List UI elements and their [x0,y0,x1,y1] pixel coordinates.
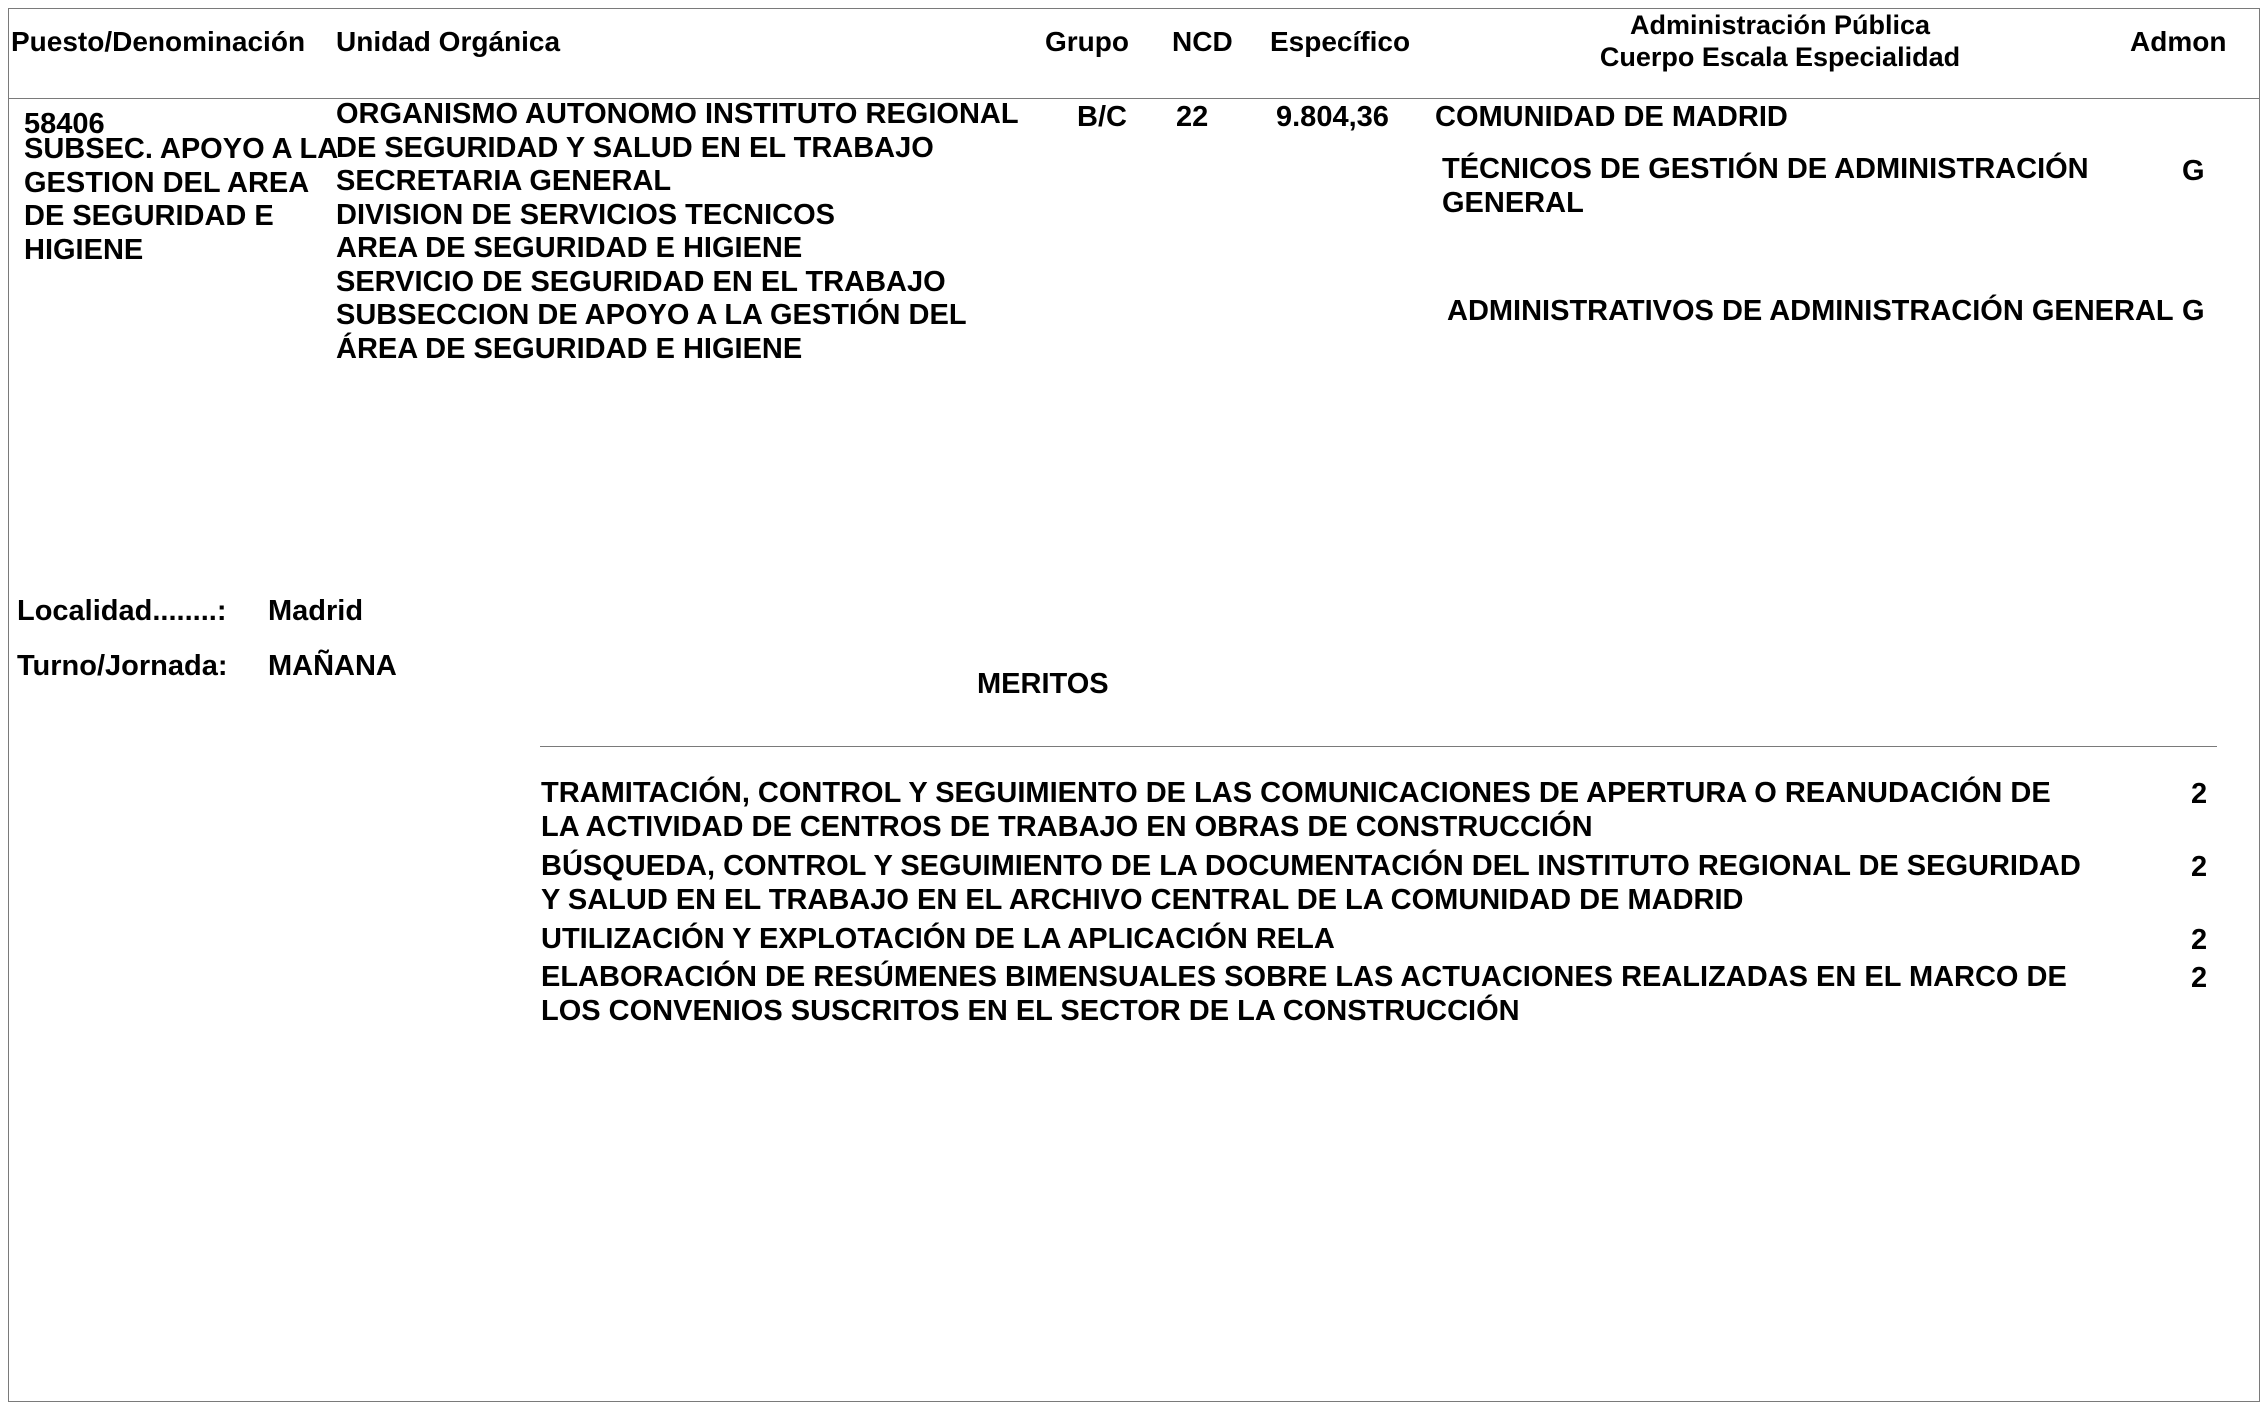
merito-line: ELABORACIÓN DE RESÚMENES BIMENSUALES SOBRE LAS ACTUACIONES REALIZADAS EN EL MARCO DE [541,961,2067,993]
cuerpo-line: TÉCNICOS DE GESTIÓN DE ADMINISTRACIÓN [1442,153,2089,185]
unidad-line: ORGANISMO AUTONOMO INSTITUTO REGIONAL [336,98,1019,130]
merito-item [541,850,2081,917]
cuerpo-admon: G [2182,155,2205,187]
unidad-line: ÁREA DE SEGURIDAD E HIGIENE [336,332,803,365]
header-cuerpo-escala: Cuerpo Escala Especialidad [1599,42,1961,72]
merito-line: UTILIZACIÓN Y EXPLOTACIÓN DE LA APLICACIÓN RELA [541,923,1335,955]
header-unidad: Unidad Orgánica [336,26,561,57]
header-especifico: Específico [1270,26,1411,57]
unidad-line: DIVISION DE SERVICIOS TECNICOS [336,198,836,231]
especifico-value: 9.804,36 [1276,101,1389,133]
denominacion-line: SUBSEC. APOYO A LA [24,133,339,165]
turno-value: MAÑANA [268,650,397,682]
denominacion-line: DE SEGURIDAD E [24,200,274,232]
merito-line: BÚSQUEDA, CONTROL Y SEGUIMIENTO DE LA DOCUMENTACIÓN DEL INSTITUTO REGIONAL DE SEGURIDAD [541,850,2081,882]
header-puesto: Puesto/Denominación [11,26,306,57]
cuerpo-entry: ADMINISTRATIVOS DE ADMINISTRACIÓN GENERAL [1447,295,2174,327]
denominacion-line: GESTION DEL AREA [24,166,310,199]
meritos-title: MERITOS [977,668,1109,700]
cuerpo-entry [1442,153,2089,220]
header-ncd: NCD [1172,26,1233,57]
merito-line: TRAMITACIÓN, CONTROL Y SEGUIMIENTO DE LAS COMUNICACIONES DE APERTURA O REANUDACIÓN DE [541,777,2051,809]
puesto-denominacion [24,133,338,267]
localidad-label: Localidad........: [17,595,227,627]
header-admin-publica: Administración Pública [1629,10,1931,40]
unidad-line: SERVICIO DE SEGURIDAD EN EL TRABAJO [336,265,946,298]
localidad-value: Madrid [268,595,364,627]
merito-line: Y SALUD EN EL TRABAJO EN EL ARCHIVO CENTRAL DE LA COMUNIDAD DE MADRID [541,883,1744,916]
merito-item [541,923,1335,957]
ncd-value: 22 [1176,101,1209,133]
merito-line: LA ACTIVIDAD DE CENTROS DE TRABAJO EN OBRAS DE CONSTRUCCIÓN [541,810,1593,843]
unidad-line: AREA DE SEGURIDAD E HIGIENE [336,232,803,264]
turno-label: Turno/Jornada: [17,650,228,682]
administracion-value: COMUNIDAD DE MADRID [1435,101,1788,133]
merito-puntos: 2 [2191,924,2208,956]
merito-puntos: 2 [2191,778,2208,810]
grupo-value: B/C [1077,101,1127,133]
unidad-line: DE SEGURIDAD Y SALUD EN EL TRABAJO [336,131,934,164]
puesto-codigo: 58406 [24,108,105,140]
unidad-line: SUBSECCION DE APOYO A LA GESTIÓN DEL [336,299,967,331]
cuerpo-admon: G [2182,295,2205,327]
merito-puntos: 2 [2191,962,2208,994]
merito-item [541,961,2067,1028]
merito-item [541,777,2051,844]
merito-line: LOS CONVENIOS SUSCRITOS EN EL SECTOR DE LA CONSTRUCCIÓN [541,994,1520,1027]
merito-puntos: 2 [2191,851,2208,883]
cuerpo-line: GENERAL [1442,186,1584,219]
unidad-line: SECRETARIA GENERAL [336,165,672,197]
meritos-divider [540,746,2217,747]
denominacion-line: HIGIENE [24,233,144,266]
header-grupo: Grupo [1045,26,1129,57]
header-admon: Admon [2130,26,2227,57]
unidad-organica [336,98,1019,366]
